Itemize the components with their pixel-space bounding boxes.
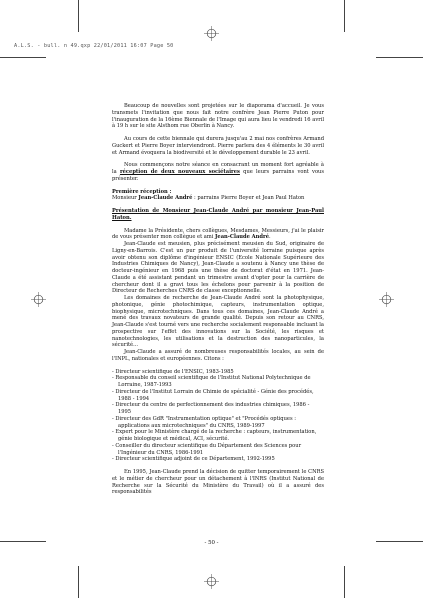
paragraph-announcement: Beaucoup de nouvelles sont projetées sur le diaporama d'accueil. Je vous transmets l'invitation que nous fait notre confrère Jean Pierre Puton pour l'inauguration de la 16ème Biennale de l'Image qui aura lieu le vendredi 16 avril à 19 h sur le site Alsthom rue Oberlin à Nancy. [112, 103, 324, 130]
list-item: - Directeur des GdR "Instrumentation optique" et "Procédés optiques : applications aux microtechniques" du CNRS, 1989-1997 [112, 415, 296, 429]
presentation-greeting [112, 228, 324, 242]
list-item: - Directeur du centre de perfectionnement des industries chimiques, 1986 - 1995 [112, 402, 310, 415]
list-item: - Directeur de l'Institut Lorrain de Chimie de spécialité - Génie des procédés, 1988 - 1994 [112, 388, 314, 402]
registration-target-icon [204, 26, 219, 41]
registration-target-icon [379, 292, 394, 307]
print-slug-line: A.L.S. - bull. n 49.qxp 22/01/2011 16:07 Page 50 [14, 43, 174, 49]
crop-mark [344, 0, 345, 32]
text-fragment: Madame la Présidente, chers collègues, Mesdames, Messieurs, j'ai le plaisir de vous présenter mon collègue et ami [112, 227, 324, 241]
text-fragment: Nous commençons notre séance en consacrant un moment fort agréable à la [112, 162, 324, 175]
crop-mark [376, 57, 423, 58]
text-fragment: Monsieur [112, 195, 139, 202]
list-item: - Directeur scientifique de l'ENSIC, 1983-1985 [112, 368, 234, 375]
paragraph-inrs: En 1995, Jean-Claude prend la décision de quitter temporairement le CNRS et le métier de chercheur pour un détachement à l'INRS (Institut National de Recherche sur la Sécurité du Ministère du Travail) où il a assuré des responsabilités [112, 469, 324, 496]
paragraph-biennale: Au cours de cette biennale qui durera jusqu'au 2 mai nos confrères Armand Guckert et Pierre Boyer interviendront. Pierre parlera des 4 éléments le 30 avril et Armand évoquera la biodiversité et le développement durable le 23 avril. [112, 136, 324, 156]
first-reception-heading: Première réception : [112, 188, 172, 195]
paragraph-responsibilities: Jean-Claude a assuré de nombreuses responsabilités locales, au sein de l'INPL, nationales et européennes. Citons : [112, 349, 324, 362]
member-name: Jean-Claude André [138, 195, 193, 202]
paragraph-reception-intro [112, 162, 324, 182]
page-number: - 50 - [204, 540, 219, 546]
list-item: - Expert pour le Ministère chargé de la recherche : capteurs, instrumentation, génie biologique et médical, ACI, sécurité. [112, 429, 317, 442]
responsibilities-list [112, 369, 324, 464]
crop-mark [78, 566, 79, 598]
registration-target-icon [31, 292, 46, 307]
text-fragment: : parrains Pierre Boyer et Jean Paul Haton [192, 195, 305, 202]
crop-mark [78, 0, 79, 32]
presentation-title: Présentation de Monsieur Jean-Claude André par monsieur Jean-Paul Haton. [112, 208, 324, 221]
text-fragment: que leurs parrains vont vous présenter. [112, 169, 325, 182]
first-reception-line [112, 195, 324, 202]
list-item: - Conseiller du directeur scientifique du Département des Sciences pour l'Ingénieur du CNRS, 1986-1991 [112, 442, 302, 456]
list-item: - Directeur scientifique adjoint de ce Département, 1992-1995 [112, 456, 275, 463]
paragraph-research: Les domaines de recherche de Jean-Claude André sont la photophysique, photonique, génie photochimique, capteurs, instrumentation optique, biophysique, microtechniques. Dans tous ces domaines, Jean-Claude André a mené des travaux novateurs de grande qualité. Depuis son retour au CNRS, Jean-Claude s'est tourné vers une recherche socialement responsable incluant la prospective sur l'effet des innovations sur la Société, les risques et nanotechnologies, les utilisations et la destruction des nanoparticules, la sécurité... [112, 295, 324, 349]
reception-highlight: réception de deux nouveaux sociétaires [119, 169, 240, 175]
registration-target-icon [204, 574, 219, 589]
text-fragment: . [268, 234, 271, 241]
crop-mark [344, 566, 345, 598]
member-name: Jean-Claude André [215, 234, 269, 241]
crop-mark [0, 57, 46, 58]
article-body [112, 103, 324, 496]
paragraph-biography: Jean-Claude est meusien, plus précisément meusien du Sud, originaire de Ligny-en-Barrois. C'est un pur produit de l'université lorraine puisque après avoir obtenu son diplôme d'ingénieur ENSIC (Ecole Nationale Supérieure des Industries Chimiques de Nancy), Jean-Claude a soutenu à Nancy une thèse de docteur-ingénieur en 1968 puis une thèse de doctorat d'état en 1971. Jean-Claude a été assistant pendant un trimestre avant d'opter pour la carrière de chercheur dont il a gravi tous les échelons pour parvenir à la position de Directeur de Recherches CNRS de classe exceptionnelle. [112, 241, 324, 295]
list-item: - Responsable du conseil scientifique de l'Institut National Polytechnique de Lorraine, 1987-1993 [112, 375, 311, 388]
